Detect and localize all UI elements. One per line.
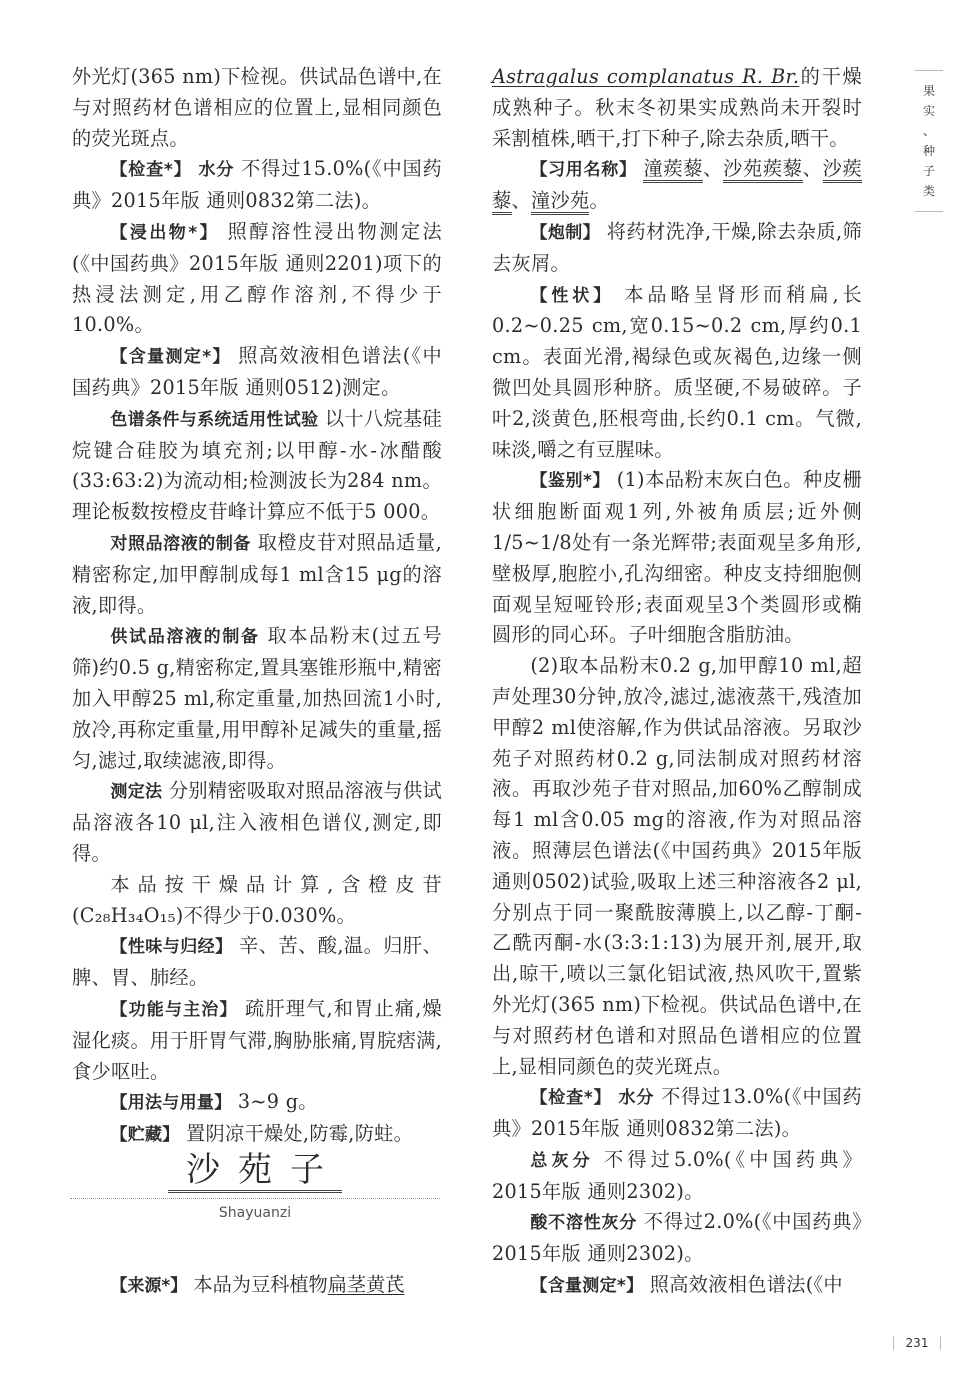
paragraph-text: 将药材洗净,干燥,除去杂质,筛去灰屑。 [492, 219, 863, 275]
paragraph-text: 3~9 g。 [237, 1090, 318, 1114]
subheading: 对照品溶液的制备 [110, 533, 252, 554]
separator: 、 [802, 157, 823, 181]
paragraph-text: 不得过13.0%(《中国药典》2015年版 通则0832第二法)。 [492, 1085, 862, 1141]
subheading: 测定法 [110, 782, 163, 803]
title-pinyin: Shayuanzi [218, 1205, 292, 1221]
paragraph-text: 不得过2.0%(《中国药典》2015年版 通则2302)。 [492, 1210, 862, 1266]
paragraph-text: 不得过15.0%(《中国药典》2015年版 通则0832第二法)。 [72, 157, 442, 213]
paragraph [492, 280, 862, 466]
paragraph-text: 的干燥成熟种子。秋末冬初果实成熟尚未开裂时采割植株,晒干,打下种子,除去杂质,晒干。 [492, 65, 862, 150]
side-tab-char: 实 [922, 104, 935, 118]
separator: 、 [703, 157, 724, 181]
side-tab-char: 果 [922, 84, 935, 98]
paragraph-text: (1)本品粉末灰白色。种皮栅状细胞断面观1列,外被角质层;近外侧1/5~1/8处有一条光辉带;表面观呈多角形,壁极厚,胞腔小,孔沟细密。种皮支持细胞侧面观呈短哑铃形;表面观呈3个类圆形或椭圆形的同心环。子叶细胞含脂肪油。 [492, 468, 862, 647]
monograph-title-block [70, 1148, 440, 1221]
title-divider [70, 1198, 440, 1199]
paragraph [72, 1087, 442, 1119]
paragraph-text: 照高效液相色谱法(《中 [649, 1273, 843, 1297]
subheading: 水分 [618, 1088, 655, 1109]
paragraph [492, 1082, 862, 1145]
subheading: 水分 [198, 160, 235, 181]
section-heading: 【鉴别*】 [530, 471, 611, 492]
paragraph: 外光灯(365 nm)下检视。供试品色谱中,在与对照药材色谱相应的位置上,显相同颜色的荧光斑点。 [72, 65, 442, 150]
section-heading: 【含量测定*】 [110, 347, 231, 368]
alias-name: 沙蒺藜 [492, 157, 862, 215]
paragraph-text: 置阴凉干燥处,防霉,防蛀。 [186, 1122, 414, 1146]
separator: 。 [589, 189, 609, 213]
subheading: 总灰分 [530, 1150, 594, 1171]
paragraph-text: 疏肝理气,和胃止痛,燥湿化痰。用于肝胃气滞,胸胁胀痛,胃脘痞满,食少呕吐。 [72, 996, 443, 1083]
paragraph [72, 621, 442, 776]
left-column [72, 62, 442, 1151]
section-side-tab [915, 70, 943, 212]
paragraph [492, 465, 862, 651]
latin-name: Astragalus complanatus R. Br. [492, 65, 800, 88]
paragraph [492, 62, 862, 154]
paragraph [72, 528, 442, 621]
source-paragraph [72, 1270, 442, 1302]
paragraph [72, 994, 442, 1087]
subheading: 色谱条件与系统适用性试验 [110, 409, 319, 430]
alias-name: 潼蒺藜 [643, 157, 703, 183]
paragraph [72, 776, 442, 869]
paragraph-text: 不得过5.0%(《中国药典》2015年版 通则2302)。 [492, 1147, 862, 1203]
alias-name: 潼沙苑 [531, 189, 589, 215]
paragraph-text: 本品为豆科植物 [193, 1273, 328, 1296]
section-heading: 【来源*】 [110, 1276, 188, 1296]
paragraph: 本品按干燥品计算,含橙皮苷(C₂₈H₃₄O₁₅)不得少于0.030%。 [72, 872, 442, 927]
section-heading: 【含量测定*】 [530, 1276, 644, 1297]
paragraph-text: 本品略呈肾形而稍扁,长0.2~0.25 cm,宽0.15~0.2 cm,厚约0.1 cm。表面光滑,褐绿色或灰褐色,边缘一侧微凹处具圆形种脐。质坚硬,不易破碎。子叶2,淡黄色,胚根弯曲,长约0.1 cm。气微,味淡,嚼之有豆腥味。 [492, 282, 863, 461]
paragraph-text: 取橙皮苷对照品适量,精密称定,加甲醇制成每1 ml含15 μg的溶液,即得。 [72, 530, 442, 617]
paragraph [72, 1119, 442, 1151]
section-heading: 【功能与主治】 [110, 999, 238, 1020]
paragraph [492, 154, 862, 217]
subheading: 供试品溶液的制备 [110, 627, 260, 648]
side-tab-char: 种 [922, 144, 935, 158]
paragraph-text: 分别精密吸取对照品溶液与供试品溶液各10 μl,注入液相色谱仪,测定,即得。 [72, 779, 442, 865]
section-heading: 【检查*】 [110, 160, 192, 181]
paragraph-text: 照醇溶性浸出物测定法(《中国药典》2015年版 通则2201)项下的热浸法测定,用乙醇作溶剂,不得少于10.0%。 [72, 219, 443, 337]
monograph-title: 沙苑子 [70, 1148, 440, 1192]
side-tab-char: 类 [922, 184, 935, 198]
page-number: 231 [893, 1336, 941, 1350]
paragraph [492, 1207, 862, 1270]
paragraph-text: 以十八烷基硅烷键合硅胶为填充剂;以甲醇-水-冰醋酸(33:63:2)为流动相;检测波长为284 nm。理论板数按橙皮苷峰计算应不低于5 000。 [72, 406, 442, 524]
section-heading: 【习用名称】 [530, 160, 637, 181]
section-heading: 【贮藏】 [110, 1125, 180, 1146]
right-column [492, 62, 862, 1302]
paragraph [72, 217, 442, 341]
paragraph: (2)取本品粉末0.2 g,加甲醇10 ml,超声处理30分钟,放冷,滤过,滤液蒸干,残渣加甲醇2 ml使溶解,作为供试品溶液。另取沙苑子对照药材0.2 g,同法制成对照药材溶液。再取沙苑子苷对照品,加60%乙醇制成每1 ml含0.05 mg的溶液,作为对照品溶液。照薄层色谱法(《中国药典》2015年版 通则0502)试验,吸取上述三种溶液各2 μl,分别点于同一聚酰胺薄膜上,以乙醇-丁酮-乙酰丙酮-水(3:3:1:13)为展开剂,展开,取出,晾干,喷以三氯化铝试液,热风吹干,置紫外光灯(365 nm)下检视。供试品色谱中,在与对照药材色谱和对照品色谱相应的位置上,显相同颜色的荧光斑点。 [492, 654, 862, 1078]
subheading: 酸不溶性灰分 [530, 1213, 637, 1234]
paragraph-text: 照高效液相色谱法(《中国药典》2015年版 通则0512)测定。 [72, 344, 442, 399]
paragraph-text: 取本品粉末(过五号筛)约0.5 g,精密称定,置具塞锥形瓶中,精密加入甲醇25 ml,称定重量,加热回流1小时,放冷,再称定重量,用甲醇补足减失的重量,摇匀,滤过,取续滤液,即得。 [72, 624, 442, 772]
section-heading: 【检查*】 [530, 1088, 612, 1109]
paragraph [72, 404, 442, 528]
separator: 、 [511, 189, 531, 213]
section-heading: 【性状】 [530, 285, 615, 306]
paragraph [72, 931, 442, 994]
paragraph [492, 1145, 862, 1208]
paragraph [72, 341, 442, 404]
side-tab-char: 子 [922, 164, 935, 178]
alias-name: 沙苑蒺藜 [723, 157, 803, 183]
section-heading: 【炮制】 [530, 222, 601, 243]
section-heading: 【用法与用量】 [110, 1093, 232, 1114]
paragraph-text: 辛、苦、酸,温。归肝、脾、胃、肺经。 [72, 934, 442, 990]
paragraph [492, 217, 862, 280]
paragraph [72, 154, 442, 217]
paragraph [492, 1270, 862, 1302]
section-heading: 【性味与归经】 [110, 937, 233, 958]
side-tab-char: 、 [922, 124, 935, 138]
section-heading: 【浸出物*】 [110, 222, 220, 243]
plant-name: 扁茎黄芪 [327, 1273, 405, 1296]
